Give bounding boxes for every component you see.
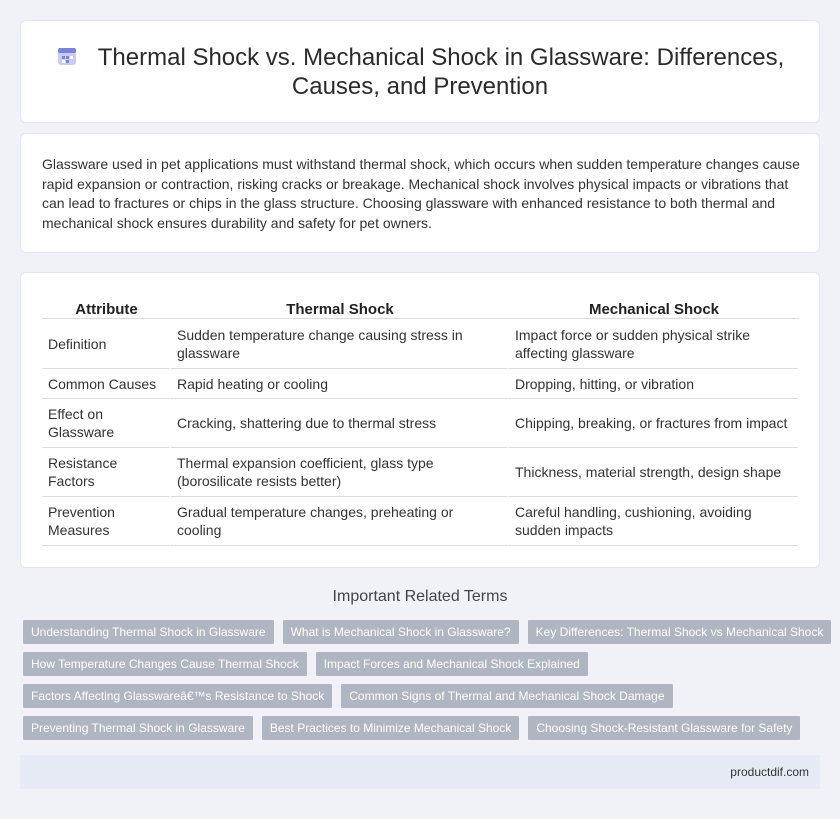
table-row bbox=[42, 497, 799, 546]
related-term-link[interactable]: Understanding Thermal Shock in Glassware bbox=[23, 620, 274, 644]
calendar-icon bbox=[56, 45, 78, 67]
page-title bbox=[21, 43, 819, 101]
table-header-mechanical: Mechanical Shock bbox=[509, 295, 799, 319]
table-cell-thermal: Sudden temperature change causing stress in glassware bbox=[171, 319, 509, 369]
intro-card bbox=[20, 133, 820, 253]
related-terms-row bbox=[23, 684, 823, 708]
related-term-link[interactable]: Common Signs of Thermal and Mechanical Shock Damage bbox=[341, 684, 672, 708]
table-cell-thermal: Cracking, shattering due to thermal stress bbox=[171, 399, 509, 448]
intro-paragraph: Glassware used in pet applications must withstand thermal shock, which occurs when sudden temperature changes cause rapid expansion or contraction, risking cracks or breakage. Mechanical shock involves physical impacts or vibrations that can lead to fractures or chips in the glass structure. Choosing glassware with enhanced resistance to both thermal and mechanical shock ensures durability and safety for pet owners. bbox=[42, 156, 800, 231]
table-cell-mechanical: Impact force or sudden physical strike affecting glassware bbox=[509, 319, 799, 369]
related-term-link[interactable]: Impact Forces and Mechanical Shock Explained bbox=[316, 652, 588, 676]
table-cell-mechanical: Chipping, breaking, or fractures from impact bbox=[509, 399, 799, 448]
related-terms-row bbox=[23, 652, 823, 676]
table-header-thermal: Thermal Shock bbox=[171, 295, 509, 319]
table-cell-mechanical: Thickness, material strength, design shape bbox=[509, 448, 799, 497]
related-terms-heading: Important Related Terms bbox=[332, 588, 508, 605]
related-term-link[interactable]: Best Practices to Minimize Mechanical Shock bbox=[262, 716, 519, 740]
footer-site-link[interactable]: productdif.com bbox=[730, 765, 809, 779]
related-terms-row bbox=[23, 716, 823, 740]
table-header-attribute: Attribute bbox=[42, 295, 171, 319]
table-cell-mechanical: Dropping, hitting, or vibration bbox=[509, 369, 799, 399]
comparison-table-card bbox=[20, 272, 820, 568]
table-cell-thermal: Rapid heating or cooling bbox=[171, 369, 509, 399]
related-term-link[interactable]: How Temperature Changes Cause Thermal Shock bbox=[23, 652, 307, 676]
table-cell-attribute: Common Causes bbox=[42, 369, 171, 399]
related-terms-row bbox=[23, 620, 823, 644]
table-cell-thermal: Gradual temperature changes, preheating or cooling bbox=[171, 497, 509, 546]
related-term-link[interactable]: Choosing Shock-Resistant Glassware for Safety bbox=[528, 716, 800, 740]
comparison-table bbox=[42, 295, 799, 546]
table-row bbox=[42, 369, 799, 399]
table-cell-attribute: Prevention Measures bbox=[42, 497, 171, 546]
header-card bbox=[20, 20, 820, 123]
footer bbox=[20, 755, 820, 789]
page-title-line2: Causes, and Prevention bbox=[291, 73, 549, 100]
table-cell-thermal: Thermal expansion coefficient, glass type (borosilicate resists better) bbox=[171, 448, 509, 497]
related-term-link[interactable]: Key Differences: Thermal Shock vs Mechanical Shock bbox=[528, 620, 832, 644]
table-cell-mechanical: Careful handling, cushioning, avoiding sudden impacts bbox=[509, 497, 799, 546]
table-row bbox=[42, 319, 799, 369]
table-cell-attribute: Definition bbox=[42, 319, 171, 369]
table-header-row bbox=[42, 295, 799, 319]
related-term-link[interactable]: Factors Affecting Glasswareâ€™s Resistance to Shock bbox=[23, 684, 332, 708]
related-term-link[interactable]: What is Mechanical Shock in Glassware? bbox=[283, 620, 519, 644]
page-title-line1: Thermal Shock vs. Mechanical Shock in Glassware: Differences, bbox=[97, 44, 785, 71]
table-row bbox=[42, 448, 799, 497]
table-row bbox=[42, 399, 799, 448]
related-terms-list bbox=[23, 620, 823, 748]
related-term-link[interactable]: Preventing Thermal Shock in Glassware bbox=[23, 716, 253, 740]
table-cell-attribute: Effect on Glassware bbox=[42, 399, 171, 448]
table-cell-attribute: Resistance Factors bbox=[42, 448, 171, 497]
